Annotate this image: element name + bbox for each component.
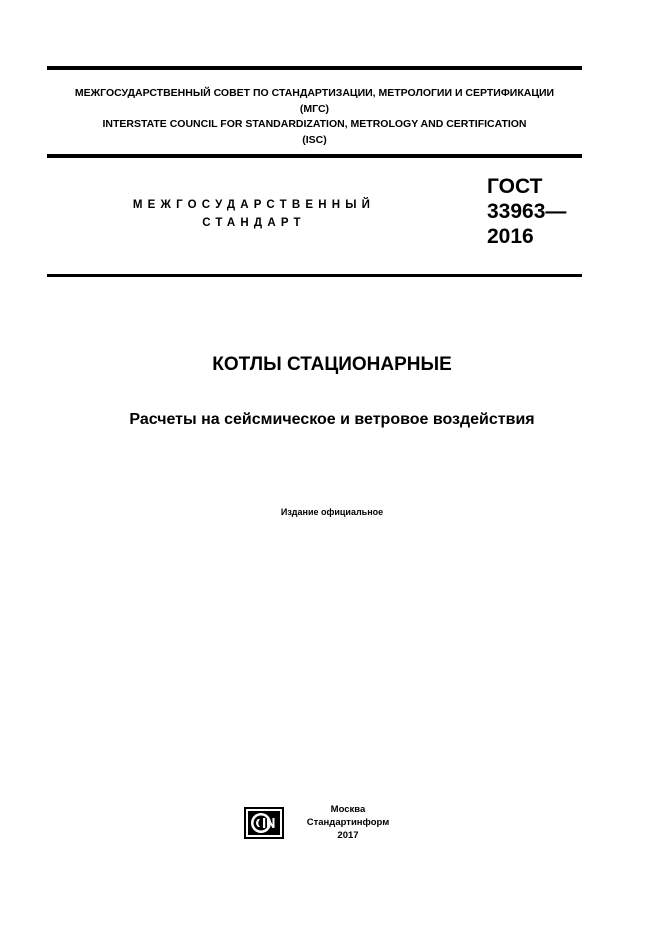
standard-kind <box>118 196 390 232</box>
publisher-year: 2017 <box>337 830 359 841</box>
publisher-city: Москва <box>330 804 366 815</box>
document-title: КОТЛЫ СТАЦИОНАРНЫЕ <box>212 354 452 375</box>
middle-rule <box>47 154 582 158</box>
gost-label: ГОСТ <box>487 175 543 198</box>
council-name-ru: МЕЖГОСУДАРСТВЕННЫЙ СОВЕТ ПО СТАНДАРТИЗАЦИИ, МЕТРОЛОГИИ И СЕРТИФИКАЦИИ <box>74 87 555 99</box>
council-abbr-en: (ISC) <box>302 133 327 146</box>
council-header <box>47 86 582 148</box>
document-subtitle: Расчеты на сейсмическое и ветровое воздействия <box>129 411 535 428</box>
publisher-name: Стандартинформ <box>306 817 390 828</box>
publisher-block <box>296 803 400 842</box>
standartinform-logo-icon <box>244 807 284 839</box>
standard-kind-line2: СТАНДАРТ <box>202 217 306 229</box>
bottom-rule <box>47 274 582 277</box>
standard-kind-line1: МЕЖГОСУДАРСТВЕННЫЙ <box>132 199 376 211</box>
council-abbr-ru: (МГС) <box>299 102 330 115</box>
gost-year: 2016 <box>487 225 534 248</box>
top-rule <box>47 66 582 70</box>
council-name-en: INTERSTATE COUNCIL FOR STANDARDIZATION, METROLOGY AND CERTIFICATION <box>102 118 527 130</box>
gost-number: 33963— <box>487 200 567 223</box>
gost-designation <box>487 174 566 249</box>
edition-note: Издание официальное <box>280 507 384 517</box>
